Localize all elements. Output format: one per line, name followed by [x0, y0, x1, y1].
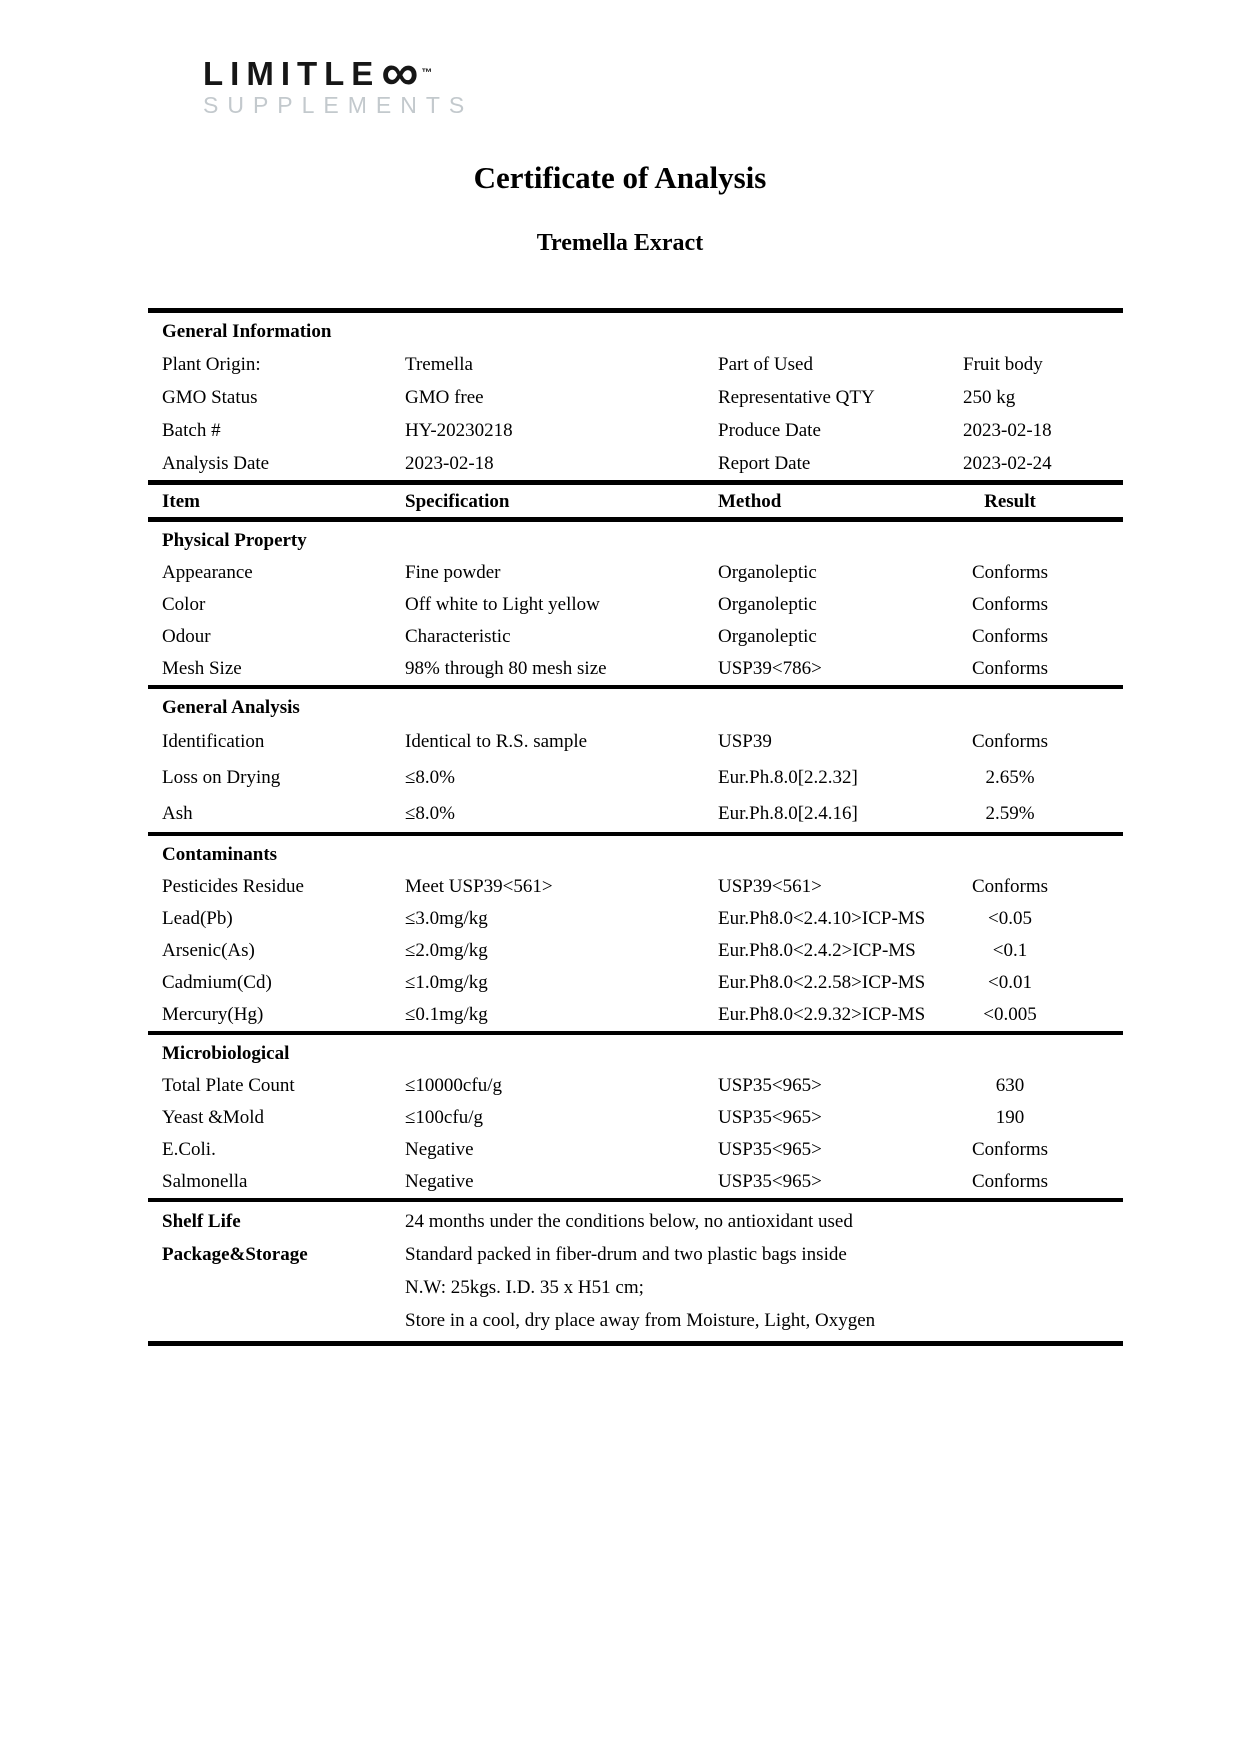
info-value: 250 kg [963, 387, 1016, 408]
method-cell: Organoleptic [718, 626, 817, 647]
specification-cell: ≤100cfu/g [405, 1107, 483, 1128]
info-label: Produce Date [718, 420, 821, 441]
result-cell: 2.59% [985, 803, 1035, 824]
shelf-life-label: Shelf Life [162, 1211, 241, 1232]
package-storage-text: N.W: 25kgs. I.D. 35 x H51 cm; [405, 1277, 644, 1298]
storage-section [148, 1202, 1123, 1341]
result-cell: 190 [995, 1107, 1025, 1128]
item-cell: Lead(Pb) [162, 908, 233, 929]
method-cell: Eur.Ph8.0<2.9.32>ICP-MS [718, 1004, 926, 1025]
table-row [148, 557, 1123, 589]
info-value: HY-20230218 [405, 420, 513, 441]
specification-cell: Characteristic [405, 626, 511, 647]
specification-cell: Negative [405, 1171, 474, 1192]
logo-subtext: SUPPLEMENTS [203, 92, 474, 118]
item-cell: Arsenic(As) [162, 940, 255, 961]
item-cell: Identification [162, 731, 265, 752]
logo-brand-text: LIMITLE [203, 55, 381, 92]
item-cell: Total Plate Count [162, 1075, 295, 1096]
method-cell: Eur.Ph8.0<2.2.58>ICP-MS [718, 972, 926, 993]
method-cell: Organoleptic [718, 594, 817, 615]
info-label: Report Date [718, 453, 811, 474]
result-cell: Conforms [972, 626, 1048, 647]
method-cell: USP35<965> [718, 1075, 822, 1096]
trademark-symbol: ™ [421, 67, 433, 79]
info-label: GMO Status [162, 387, 258, 408]
result-cell: Conforms [972, 1171, 1048, 1192]
method-cell: USP39<786> [718, 658, 822, 679]
result-cell: <0.01 [988, 972, 1032, 993]
package-storage-row [148, 1271, 1123, 1304]
company-logo [203, 44, 474, 118]
method-cell: USP35<965> [718, 1107, 822, 1128]
table-row [148, 796, 1123, 832]
specification-cell: ≤3.0mg/kg [405, 908, 488, 929]
table-row [148, 935, 1123, 967]
page-title: Certificate of Analysis [473, 160, 767, 195]
specification-cell: ≤1.0mg/kg [405, 972, 488, 993]
specification-cell: ≤0.1mg/kg [405, 1004, 488, 1025]
specification-cell: Meet USP39<561> [405, 876, 553, 897]
specification-cell: ≤8.0% [405, 767, 456, 788]
specification-cell: ≤2.0mg/kg [405, 940, 488, 961]
info-value: Fruit body [963, 354, 1043, 375]
column-header-specification: Specification [405, 491, 510, 512]
item-cell: Ash [162, 803, 193, 824]
method-cell: Organoleptic [718, 562, 817, 583]
package-storage-row [148, 1304, 1123, 1337]
section-title-general-analysis: General Analysis [162, 697, 300, 718]
table-row [148, 871, 1123, 903]
result-cell: Conforms [972, 1139, 1048, 1160]
table-row [148, 621, 1123, 653]
package-storage-label: Package&Storage [162, 1244, 308, 1265]
info-label: Batch # [162, 420, 221, 441]
section-title-microbiological: Microbiological [162, 1043, 290, 1064]
item-cell: Mercury(Hg) [162, 1004, 264, 1025]
result-cell: Conforms [972, 731, 1048, 752]
result-cell: Conforms [972, 562, 1048, 583]
rule-bottom [148, 1341, 1123, 1346]
certificate-table [148, 308, 1123, 1346]
table-header-row [148, 485, 1123, 517]
table-row [148, 724, 1123, 760]
result-cell: 630 [995, 1075, 1025, 1096]
product-name-subtitle: Tremella Exract [536, 230, 704, 256]
info-row [148, 381, 1123, 414]
method-cell: USP35<965> [718, 1139, 822, 1160]
section-title-general-information: General Information [162, 321, 332, 342]
specification-cell: Identical to R.S. sample [405, 731, 588, 752]
item-cell: Yeast &Mold [162, 1107, 265, 1128]
info-label: Representative QTY [718, 387, 875, 408]
item-cell: Mesh Size [162, 658, 242, 679]
result-cell: Conforms [972, 876, 1048, 897]
column-header-result: Result [984, 491, 1036, 512]
method-cell: Eur.Ph.8.0[2.2.32] [718, 767, 858, 788]
specification-cell: Negative [405, 1139, 474, 1160]
table-row [148, 1102, 1123, 1134]
table-row [148, 1134, 1123, 1166]
info-row [148, 447, 1123, 480]
specification-cell: 98% through 80 mesh size [405, 658, 607, 679]
section-title-contaminants: Contaminants [162, 844, 278, 865]
infinity-icon: ∞ [381, 44, 419, 102]
method-cell: Eur.Ph8.0<2.4.10>ICP-MS [718, 908, 926, 929]
result-cell: <0.005 [983, 1004, 1037, 1025]
info-label: Part of Used [718, 354, 813, 375]
info-row [148, 348, 1123, 381]
item-cell: Loss on Drying [162, 767, 281, 788]
info-value: Tremella [405, 354, 473, 375]
item-cell: Color [162, 594, 206, 615]
table-row [148, 653, 1123, 685]
item-cell: Appearance [162, 562, 253, 583]
shelf-life-text: 24 months under the conditions below, no antioxidant used [405, 1211, 853, 1232]
table-row [148, 967, 1123, 999]
result-cell: Conforms [972, 594, 1048, 615]
item-cell: Pesticides Residue [162, 876, 304, 897]
specification-cell: Fine powder [405, 562, 501, 583]
info-label: Plant Origin: [162, 354, 261, 375]
specification-cell: ≤8.0% [405, 803, 456, 824]
package-storage-text: Store in a cool, dry place away from Moisture, Light, Oxygen [405, 1310, 876, 1331]
column-header-item: Item [162, 491, 200, 512]
table-row [148, 903, 1123, 935]
item-cell: E.Coli. [162, 1139, 216, 1160]
item-cell: Odour [162, 626, 211, 647]
result-cell: <0.1 [992, 940, 1028, 961]
logo-wordmark [203, 44, 473, 102]
table-row [148, 999, 1123, 1031]
result-cell: 2.65% [985, 767, 1035, 788]
package-storage-row [148, 1238, 1123, 1271]
method-cell: Eur.Ph8.0<2.4.2>ICP-MS [718, 940, 916, 961]
specification-cell: ≤10000cfu/g [405, 1075, 502, 1096]
shelf-life-row [148, 1205, 1123, 1238]
info-label: Analysis Date [162, 453, 270, 474]
info-row [148, 414, 1123, 447]
method-cell: Eur.Ph.8.0[2.4.16] [718, 803, 858, 824]
result-cell: Conforms [972, 658, 1048, 679]
method-cell: USP39<561> [718, 876, 822, 897]
method-cell: USP35<965> [718, 1171, 822, 1192]
info-value: 2023-02-18 [405, 453, 494, 474]
table-row [148, 1166, 1123, 1198]
info-value: 2023-02-24 [963, 453, 1052, 474]
item-cell: Cadmium(Cd) [162, 972, 272, 993]
result-cell: <0.05 [988, 908, 1032, 929]
specification-cell: Off white to Light yellow [405, 594, 600, 615]
info-value: 2023-02-18 [963, 420, 1052, 441]
method-cell: USP39 [718, 731, 772, 752]
info-value: GMO free [405, 387, 484, 408]
package-storage-text: Standard packed in fiber-drum and two plastic bags inside [405, 1244, 847, 1265]
column-header-method: Method [718, 491, 782, 512]
table-row [148, 760, 1123, 796]
table-row [148, 1070, 1123, 1102]
item-cell: Salmonella [162, 1171, 248, 1192]
table-row [148, 589, 1123, 621]
section-title-physical-property: Physical Property [162, 530, 307, 551]
